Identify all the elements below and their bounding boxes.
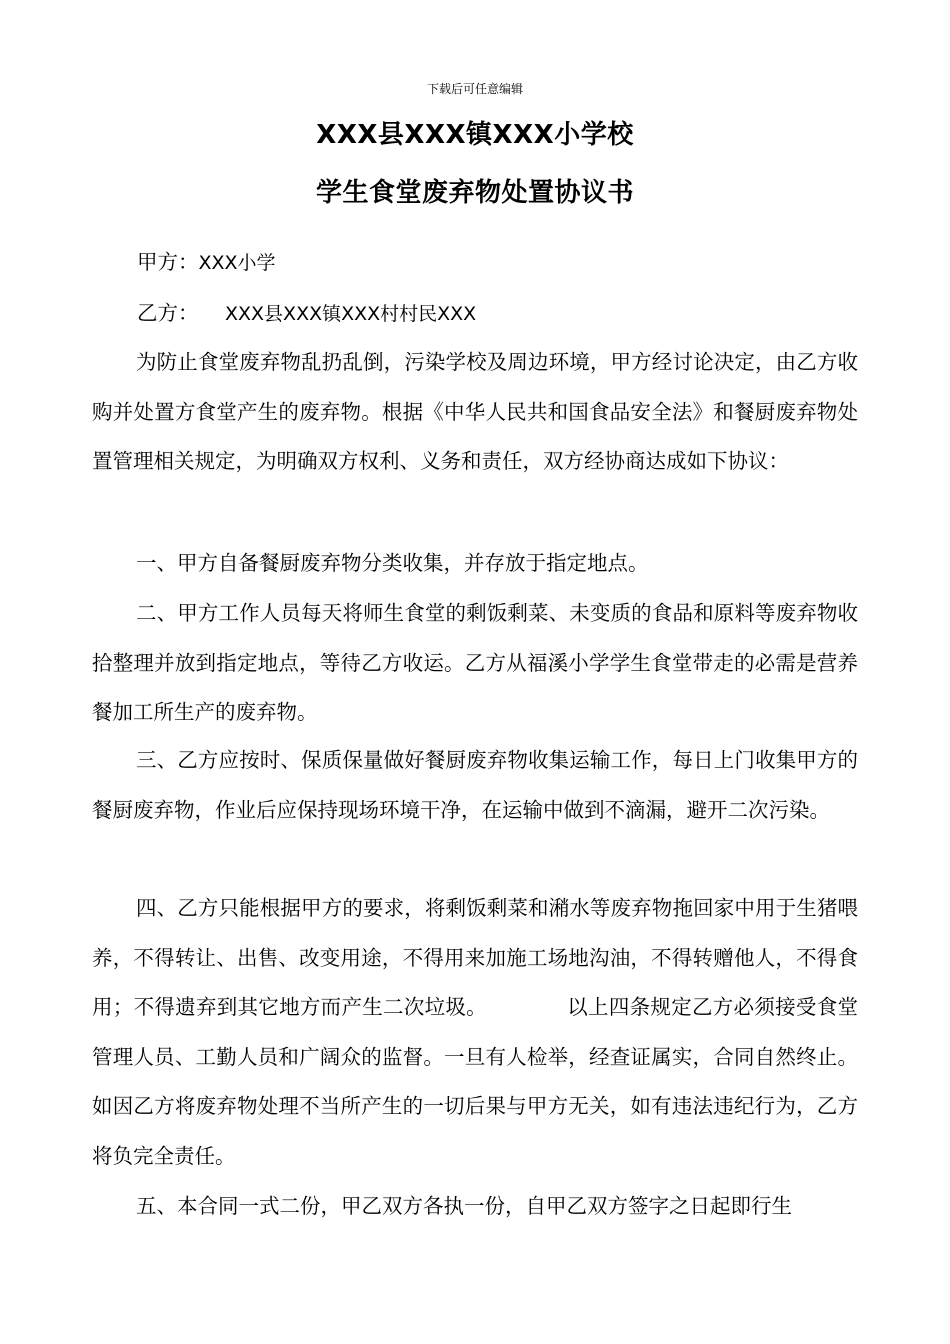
party-a-label: 甲方： xyxy=(137,250,199,274)
party-b-label: 乙方： xyxy=(137,301,199,325)
clause-4-paragraph xyxy=(92,884,858,1181)
clause-1-paragraph: 一、甲方自备餐厨废弃物分类收集，并存放于指定地点。 xyxy=(136,551,649,575)
party-b-value: XXX县XXX镇XXX村村民XXX xyxy=(225,303,477,325)
intro-paragraph: 为防止食堂废弃物乱扔乱倒，污染学校及周边环境，甲方经讨论决定，由乙方收购并处置方食堂产生的废弃物。根据《中华人民共和国食品安全法》和餐厨废弃物处置管理相关规定，为明确双方权利、义务和责任，双方经协商达成如下协议： xyxy=(92,350,858,473)
clause-5-paragraph: 五、本合同一式二份，甲乙双方各执一份，自甲乙双方签字之日起即行生 xyxy=(136,1194,792,1218)
party-b-line xyxy=(137,298,476,329)
clause-4-text: 四、乙方只能根据甲方的要求，将剩饭剩菜和潲水等废弃物拖回家中用于生猪喂养，不得转让、出售、改变用途，不得用来加施工场地沟油，不得转赠他人，不得食用；不得遗弃到其它地方而产生二次垃圾。 xyxy=(92,896,858,1019)
party-a-value: XXX小学 xyxy=(198,252,276,274)
clause-3-paragraph: 三、乙方应按时、保质保量做好餐厨废弃物收集运输工作，每日上门收集甲方的餐厨废弃物，作业后应保持现场环境干净，在运输中做到不滴漏，避开二次污染。 xyxy=(92,748,858,822)
document-title-school: XXX县XXX镇XXX小学校 xyxy=(316,120,634,150)
document-title-agreement: 学生食堂废弃物处置协议书 xyxy=(315,178,634,208)
party-a-line xyxy=(137,247,276,278)
header-note: 下载后可任意编辑 xyxy=(426,82,523,96)
clause-2-paragraph: 二、甲方工作人员每天将师生食堂的剩饭剩菜、未变质的食品和原料等废弃物收拾整理并放到指定地点，等待乙方收运。乙方从福溪小学学生食堂带走的必需是营养餐加工所生产的废弃物。 xyxy=(92,601,858,724)
clause-4-supervision-text: 以上四条规定乙方必须接受食堂管理人员、工勤人员和广阔众的监督。一旦有人检举，经查证属实，合同自然终止。如因乙方将废弃物处理不当所产生的一切后果与甲方无关，如有违法违纪行为，乙方将负完全责任。 xyxy=(92,995,858,1168)
